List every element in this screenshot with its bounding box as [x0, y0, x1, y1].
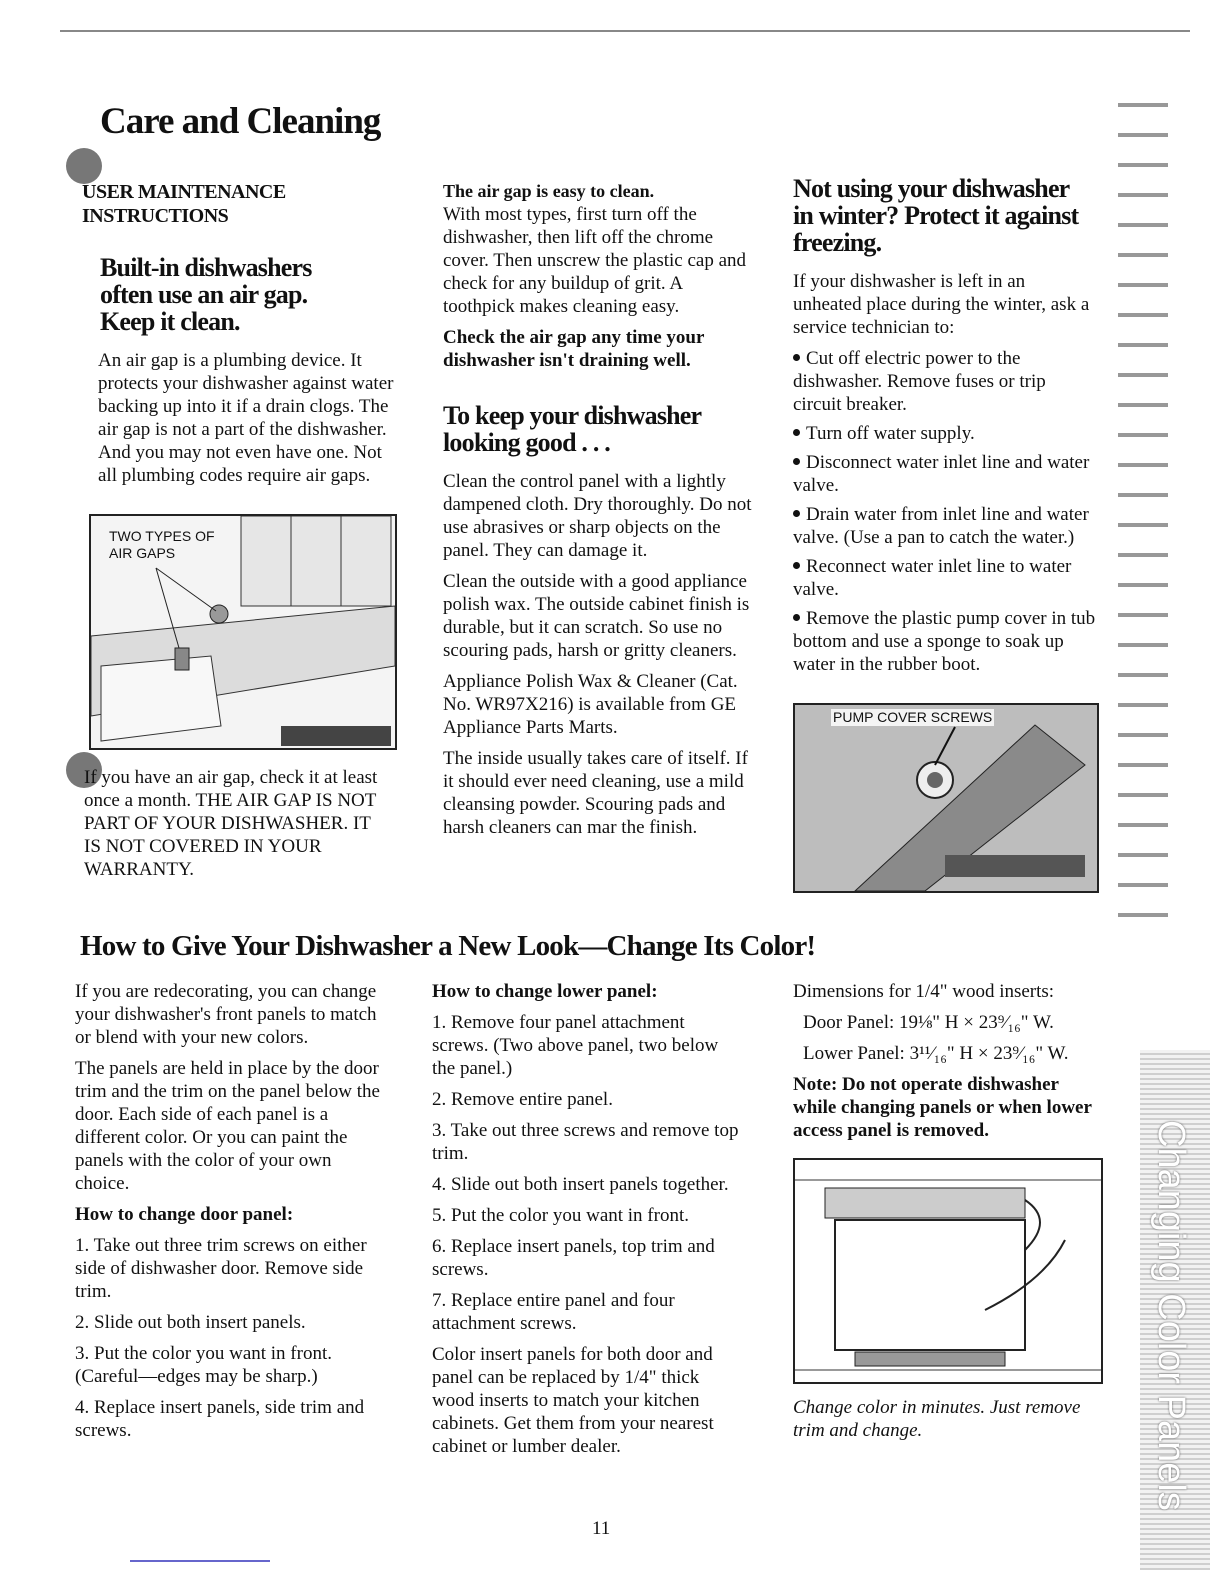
- figure-caption: Change color in minutes. Just remove trim and change.: [793, 1397, 1081, 1441]
- column-winter: [793, 175, 1098, 682]
- winter-bullet: Disconnect water inlet line and water valve.: [793, 452, 1090, 496]
- pump-cover-illustration: [795, 705, 1097, 891]
- winter-intro: If your dishwasher is left in an unheated place during the winter, ask a service technician to:: [793, 271, 1090, 338]
- figure-label: PUMP COVER SCREWS: [833, 709, 993, 725]
- air-gap-heading: Built-in dishwashers often use an air gap. Keep it clean.: [100, 253, 312, 336]
- column-air-gap: [82, 180, 402, 495]
- wood-insert-paragraph: Color insert panels for both door and panel can be replaced by 1/4" thick wood inserts to match your kitchen cabinets. Get them from your nearest cabinet or lumber dealer.: [432, 1344, 714, 1457]
- bullet-dot-icon: [793, 614, 800, 621]
- bullet-dot-icon: [793, 458, 800, 465]
- outside-paragraph: Clean the outside with a good appliance polish wax. The outside cabinet finish is durable, but it can scratch. So use no scouring pads, harsh or gritty cleaners.: [443, 571, 750, 661]
- dimensions-intro: Dimensions for 1/4" wood inserts:: [793, 981, 1055, 1002]
- air-gap-paragraph: An air gap is a plumbing device. It protects your dishwasher against water backing up into it if a drain clogs. The air gap is not a part of the dishwasher. And you may not even have one. Not all plumbing codes require air gaps.: [98, 350, 394, 486]
- lower-steps: [432, 1011, 742, 1335]
- winter-bullet: Reconnect water inlet line to water valve.: [793, 556, 1072, 600]
- bullet-dot-icon: [793, 429, 800, 436]
- winter-bullet: Cut off electric power to the dishwasher. Remove fuses or trip circuit breaker.: [793, 348, 1046, 415]
- safety-note: Note: Do not operate dishwasher while changing panels or when lower access panel is removed.: [793, 1074, 1092, 1141]
- air-gap-note: Check the air gap any time your dishwasher isn't draining well.: [443, 327, 705, 371]
- lower-panel-heading: How to change lower panel:: [432, 981, 658, 1002]
- air-gap-warning: If you have an air gap, check it at least once a month. THE AIR GAP IS NOT PART OF YOUR DISHWASHER. IT IS NOT COVERED IN YOUR WARRANTY.: [84, 767, 378, 880]
- lower-step: 2. Remove entire panel.: [432, 1089, 613, 1110]
- lower-step: 6. Replace insert panels, top trim and screws.: [432, 1236, 715, 1280]
- page-number: 11: [592, 1518, 611, 1539]
- panels-paragraph: The panels are held in place by the door trim and the trim on the panel below the door. Each side of each panel is a different color. Or you can paint the panels with the color of your own choice.: [75, 1058, 380, 1194]
- dimensions-lower: Lower Panel: 3¹¹⁄₁₆" H × 23⁹⁄₁₆" W.: [803, 1043, 1069, 1064]
- bullet-marker-icon: [66, 148, 102, 184]
- column-intro-door: [75, 980, 385, 1450]
- bullet-dot-icon: [793, 354, 800, 361]
- color-section-heading: How to Give Your Dishwasher a New Look—Change Its Color!: [80, 930, 816, 962]
- column-lower-panel: [432, 980, 742, 1466]
- panel-change-figure: [793, 1158, 1103, 1384]
- dimensions-door: Door Panel: 19⅛" H × 23⁹⁄₁₆" W.: [803, 1012, 1054, 1033]
- air-gap-figure: [89, 514, 397, 750]
- winter-bullet: Remove the plastic pump cover in tub bottom and use a sponge to soak up water in the rubber boot.: [793, 608, 1096, 675]
- lower-step: 5. Put the color you want in front.: [432, 1205, 689, 1226]
- polish-paragraph: Appliance Polish Wax & Cleaner (Cat. No. WR97X216) is available from GE Appliance Parts Marts.: [443, 671, 738, 738]
- edge-tab-marks: [1118, 85, 1168, 935]
- redecorating-paragraph: If you are redecorating, you can change your dishwasher's front panels to match or blend with your new colors.: [75, 981, 377, 1048]
- column-cleaning: [443, 180, 753, 847]
- looking-good-heading: To keep your dishwasher looking good . . .: [443, 401, 701, 457]
- inside-paragraph: The inside usually takes care of itself. If it should ever need cleaning, use a mild cleansing powder. Scouring pads and harsh cleaners can mar the finish.: [443, 748, 748, 838]
- air-gap-lead: The air gap is easy to clean.: [443, 181, 655, 201]
- lower-step: 4. Slide out both insert panels together.: [432, 1174, 729, 1195]
- column-dimensions: [793, 980, 1103, 1150]
- page-title: Care and Cleaning: [100, 101, 381, 142]
- door-step: 2. Slide out both insert panels.: [75, 1312, 306, 1333]
- door-steps: [75, 1234, 385, 1442]
- section-label: USER MAINTENANCE INSTRUCTIONS: [82, 181, 286, 227]
- air-gap-warning-block: [84, 766, 384, 889]
- side-tab-label: Changing Color Panels: [1150, 1120, 1192, 1511]
- lower-step: 1. Remove four panel attachment screws. (Two above panel, two below the panel.): [432, 1012, 719, 1079]
- door-step: 3. Put the color you want in front. (Careful—edges may be sharp.): [75, 1343, 332, 1387]
- bullet-dot-icon: [793, 510, 800, 517]
- bottom-rule: [130, 1560, 270, 1562]
- air-gap-steps: With most types, first turn off the dishwasher, then lift off the chrome cover. Then unscrew the plastic cap and check for any buildup of grit. A toothpick makes cleaning easy.: [443, 204, 747, 317]
- door-panel-heading: How to change door panel:: [75, 1204, 294, 1225]
- panel-change-illustration: [795, 1160, 1101, 1382]
- winter-bullet: Turn off water supply.: [793, 422, 1098, 445]
- control-panel-paragraph: Clean the control panel with a lightly dampened cloth. Dry thoroughly. Do not use abrasives or sharp objects on the panel. They can damage it.: [443, 471, 752, 561]
- lower-step: 3. Take out three screws and remove top trim.: [432, 1120, 739, 1164]
- figure-label: TWO TYPES OF AIR GAPS: [107, 528, 221, 562]
- winter-heading: Not using your dishwasher in winter? Protect it against freezing.: [793, 174, 1079, 257]
- bullet-dot-icon: [793, 562, 800, 569]
- top-rule: [60, 30, 1190, 32]
- winter-bullet: Drain water from inlet line and water valve. (Use a pan to catch the water.): [793, 504, 1089, 548]
- pump-cover-figure: [793, 703, 1099, 893]
- door-step: 4. Replace insert panels, side trim and screws.: [75, 1397, 365, 1441]
- lower-step: 7. Replace entire panel and four attachment screws.: [432, 1290, 675, 1334]
- door-step: 1. Take out three trim screws on either side of dishwasher door. Remove side trim.: [75, 1235, 367, 1302]
